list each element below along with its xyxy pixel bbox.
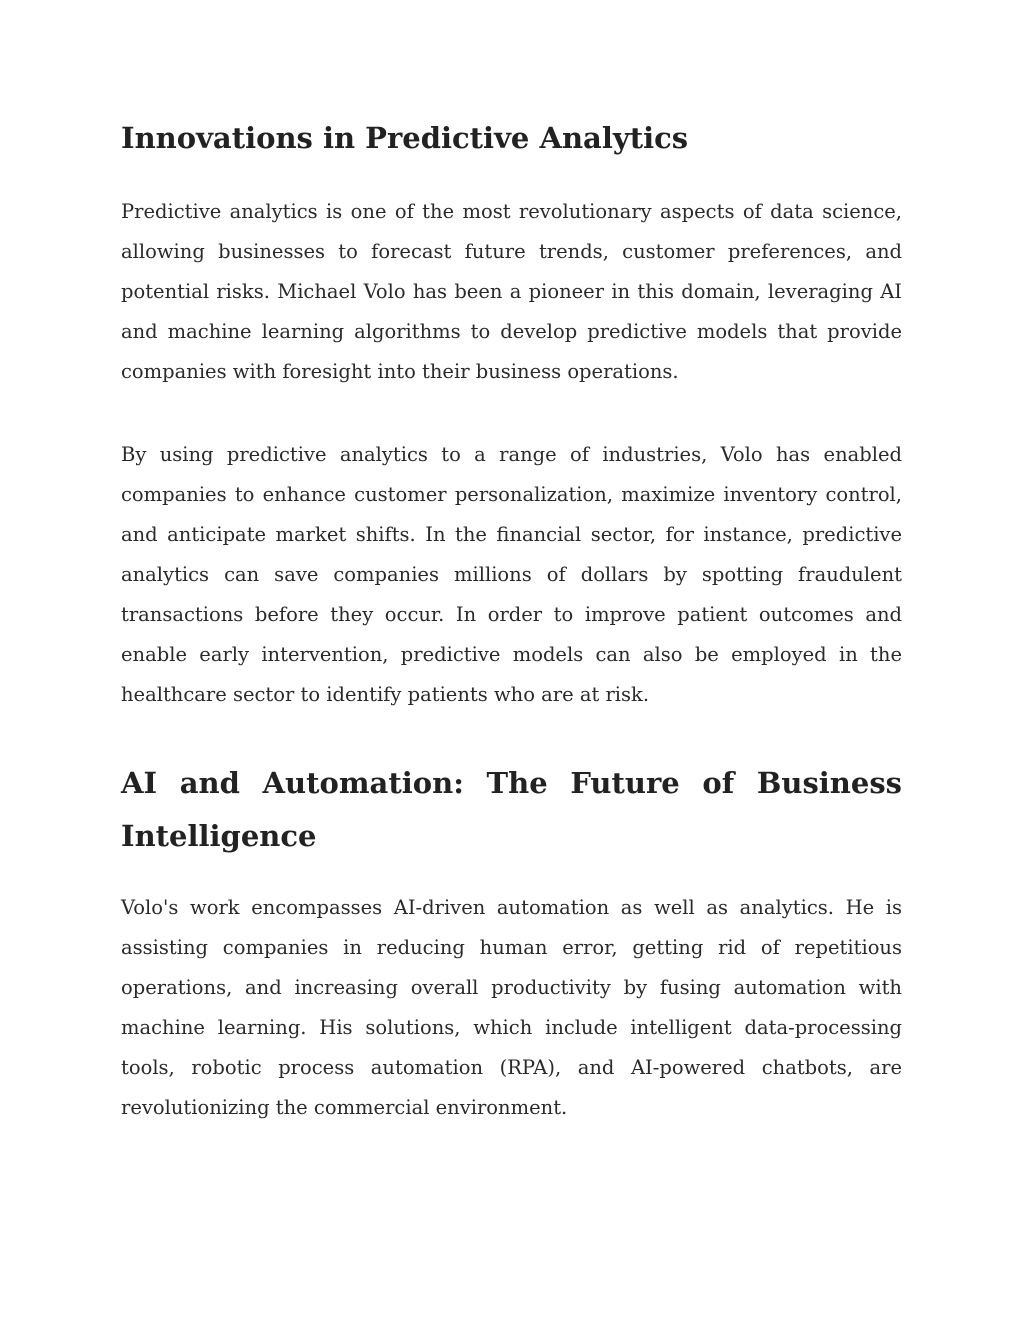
paragraph-ai-automation: Volo's work encompasses AI-driven automation as well as analytics. He is assisting companies in reducing human error, getting rid of repetitious operations, and increasing overall productivity by fusing automation with machine learning. His solutions, which include intelligent data-processing tools, robotic process automation (RPA), and AI-powered chatbots, are revolutionizing the commercial environment. xyxy=(121,896,902,1119)
section-heading-predictive-analytics: Innovations in Predictive Analytics xyxy=(121,121,689,155)
paragraph-predictive-analytics-industries: By using predictive analytics to a range of industries, Volo has enabled companies to enhance customer personalization, maximize inventory control, and anticipate market shifts. In the financial sector, for instance, predictive analytics can save companies millions of dollars by spotting fraudulent transactions before they occur. In order to improve patient outcomes and enable early intervention, predictive models can also be employed in the healthcare sector to identify patients who are at risk. xyxy=(121,443,902,706)
paragraph-predictive-analytics-intro: Predictive analytics is one of the most revolutionary aspects of data science, allowing businesses to forecast future trends, customer preferences, and potential risks. Michael Volo has been a pioneer in this domain, leveraging AI and machine learning algorithms to develop predictive models that provide companies with foresight into their business operations. xyxy=(121,200,902,383)
section-heading-ai-automation: AI and Automation: The Future of Business Intelligence xyxy=(121,766,902,853)
